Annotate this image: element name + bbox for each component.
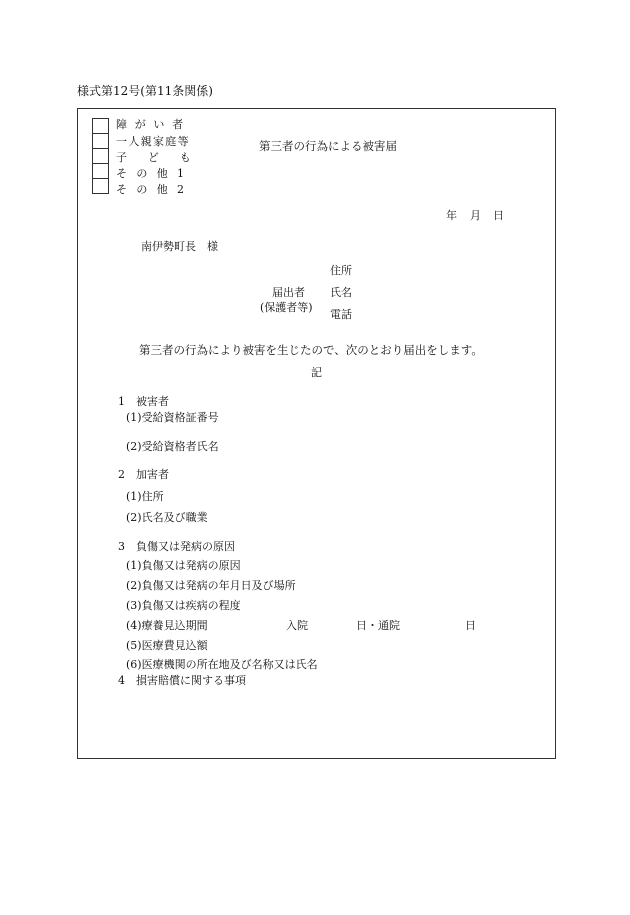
category-label-single-parent: 一人親家庭等 xyxy=(116,135,190,148)
checkbox-single-parent[interactable] xyxy=(92,133,109,149)
notifier-label: 届出者 xyxy=(272,286,305,299)
statement: 第三者の行為により被害を生じたので、次のとおり届出をします。 xyxy=(139,343,483,357)
section1-heading: 1 被害者 xyxy=(118,395,169,408)
section2-item1: (1)住所 xyxy=(126,490,164,503)
section3-item6: (6)医療機関の所在地及び名称又は氏名 xyxy=(126,658,318,671)
inpatient-label: 入院 xyxy=(286,619,308,632)
section3-item2: (2)負傷又は発病の年月日及び場所 xyxy=(126,579,296,592)
section2-heading: 2 加害者 xyxy=(118,468,169,481)
checkbox-other-1[interactable] xyxy=(92,163,109,179)
category-label-child: 子ども xyxy=(116,151,212,164)
section3-item5: (5)医療費見込額 xyxy=(126,639,208,652)
section3-item3: (3)負傷又は疾病の程度 xyxy=(126,599,241,612)
date-day: 日 xyxy=(493,209,504,222)
date-month: 月 xyxy=(470,209,481,222)
section1-item1: (1)受給資格証番号 xyxy=(126,411,219,424)
phone-label: 電話 xyxy=(330,308,352,321)
notifier-sublabel: (保護者等) xyxy=(260,301,313,314)
checkbox-other-2[interactable] xyxy=(92,178,109,194)
category-label-disabled xyxy=(116,119,198,130)
addressee: 南伊勢町長 様 xyxy=(141,240,218,253)
address-label: 住所 xyxy=(330,264,352,277)
outpatient-label: 日・通院 xyxy=(356,619,400,632)
checkbox-child[interactable] xyxy=(92,148,109,164)
form-title: 第三者の行為による被害届 xyxy=(259,139,397,153)
section3-heading: 3 負傷又は発病の原因 xyxy=(118,540,235,553)
name-label: 氏名 xyxy=(330,286,352,299)
section2-item2: (2)氏名及び職業 xyxy=(126,511,208,524)
category-label-disabled-text: 障がい者 xyxy=(116,118,191,131)
section3-item1: (1)負傷又は発病の原因 xyxy=(126,559,241,572)
outpatient-day-label: 日 xyxy=(465,619,476,632)
section3-item4: (4)療養見込期間 xyxy=(126,619,208,632)
category-label-other-2: その他2 xyxy=(116,183,194,196)
form-code: 様式第12号(第11条関係) xyxy=(77,84,213,98)
category-label-other-1: その他1 xyxy=(116,167,194,180)
category-checkboxes xyxy=(92,118,109,194)
ki-label: 記 xyxy=(311,366,322,379)
section4-heading: 4 損害賠償に関する事項 xyxy=(118,674,246,687)
checkbox-disabled[interactable] xyxy=(92,118,109,134)
section1-item2: (2)受給資格者氏名 xyxy=(126,440,219,453)
date-year: 年 xyxy=(446,209,457,222)
